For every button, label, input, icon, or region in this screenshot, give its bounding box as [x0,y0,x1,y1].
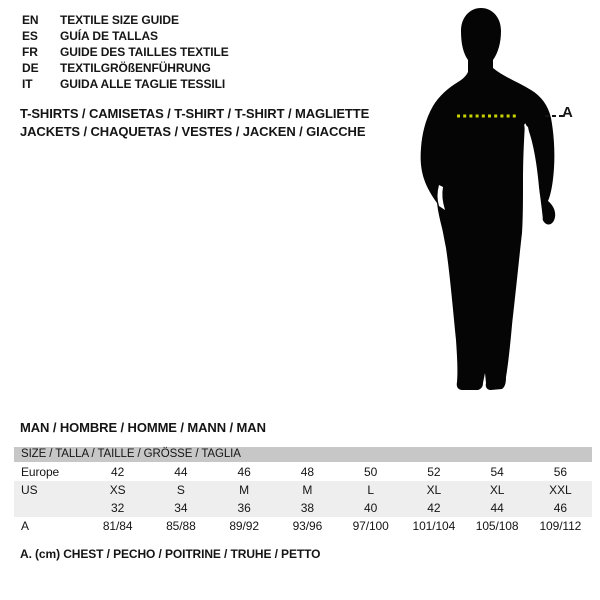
measurement-a-label: A [562,104,573,121]
size-table-cell: 97/100 [352,519,389,533]
size-table-cell: 105/108 [475,519,519,533]
size-table-cell: 32 [111,501,125,515]
size-table-cell: 50 [364,465,378,479]
language-row [22,28,229,44]
size-table-cell: 40 [364,501,378,515]
size-table-cell: 42 [427,501,441,515]
section-heading: MAN / HOMBRE / HOMME / MANN / MAN [20,420,266,435]
language-row [22,60,229,76]
size-table-row [14,481,592,499]
language-label: GUIDA ALLE TAGLIE TESSILI [60,77,226,91]
size-table-cell: 54 [490,465,504,479]
size-table-cell: 36 [237,501,251,515]
size-table-cell: 38 [300,501,314,515]
language-label: TEXTILE SIZE GUIDE [60,13,179,27]
size-table-row-label: Europe [21,465,60,479]
language-code: ES [22,29,38,43]
size-table-cell: L [367,483,374,497]
size-table-cell: 42 [111,465,125,479]
size-table-cell: XL [426,483,442,497]
size-table-cell: 46 [237,465,251,479]
size-table-cell: 85/88 [166,519,196,533]
size-table-cell: XXL [549,483,572,497]
language-row [22,76,229,92]
size-table-row-label: US [21,483,38,497]
size-table-row [14,517,592,535]
size-table-cell: 52 [427,465,441,479]
measurement-footnote: A. (cm) CHEST / PECHO / POITRINE / TRUHE / PETTO [20,547,321,561]
size-table-cell: 89/92 [229,519,259,533]
size-table-rows [14,463,592,535]
language-code: DE [22,61,39,75]
language-label: TEXTILGRÖßENFÜHRUNG [60,61,211,75]
language-list [22,12,229,92]
size-table-row-label: A [21,519,29,533]
size-table-cell: 93/96 [292,519,323,533]
language-row [22,44,229,60]
size-table-row [14,463,592,481]
size-table-cell: S [176,483,185,497]
size-table-cell: 56 [553,465,567,479]
size-table-row [14,499,592,517]
language-row [22,12,229,28]
language-code: EN [22,13,39,27]
size-table-cell: M [239,483,250,497]
category-line-jackets: JACKETS / CHAQUETAS / VESTES / JACKEN / GIACCHE [20,124,366,139]
size-table-cell: XL [489,483,505,497]
size-table-cell: 44 [490,501,504,515]
language-label: GUIDE DES TAILLES TEXTILE [60,45,229,59]
size-table [14,447,592,535]
size-table-cell: 48 [300,465,314,479]
category-line-tshirts: T-SHIRTS / CAMISETAS / T-SHIRT / T-SHIRT / MAGLIETTE [20,106,370,121]
size-table-cell: 101/104 [412,519,456,533]
category-lines [20,105,369,141]
size-table-cell: 109/112 [539,519,582,533]
size-table-cell: XS [109,483,126,497]
size-table-cell: 46 [553,501,567,515]
language-label: GUÍA DE TALLAS [60,29,158,43]
language-code: IT [22,77,33,91]
size-table-row-label [14,499,86,517]
size-table-cell: 81/84 [102,519,133,533]
size-table-header: SIZE / TALLA / TAILLE / GRÖSSE / TAGLIA [14,447,592,462]
language-code: FR [22,45,38,59]
size-table-cell: M [302,483,313,497]
size-table-cell: 34 [174,501,188,515]
size-table-cell: 44 [174,465,188,479]
man-silhouette-svg [400,0,600,400]
man-silhouette-figure [400,0,600,400]
